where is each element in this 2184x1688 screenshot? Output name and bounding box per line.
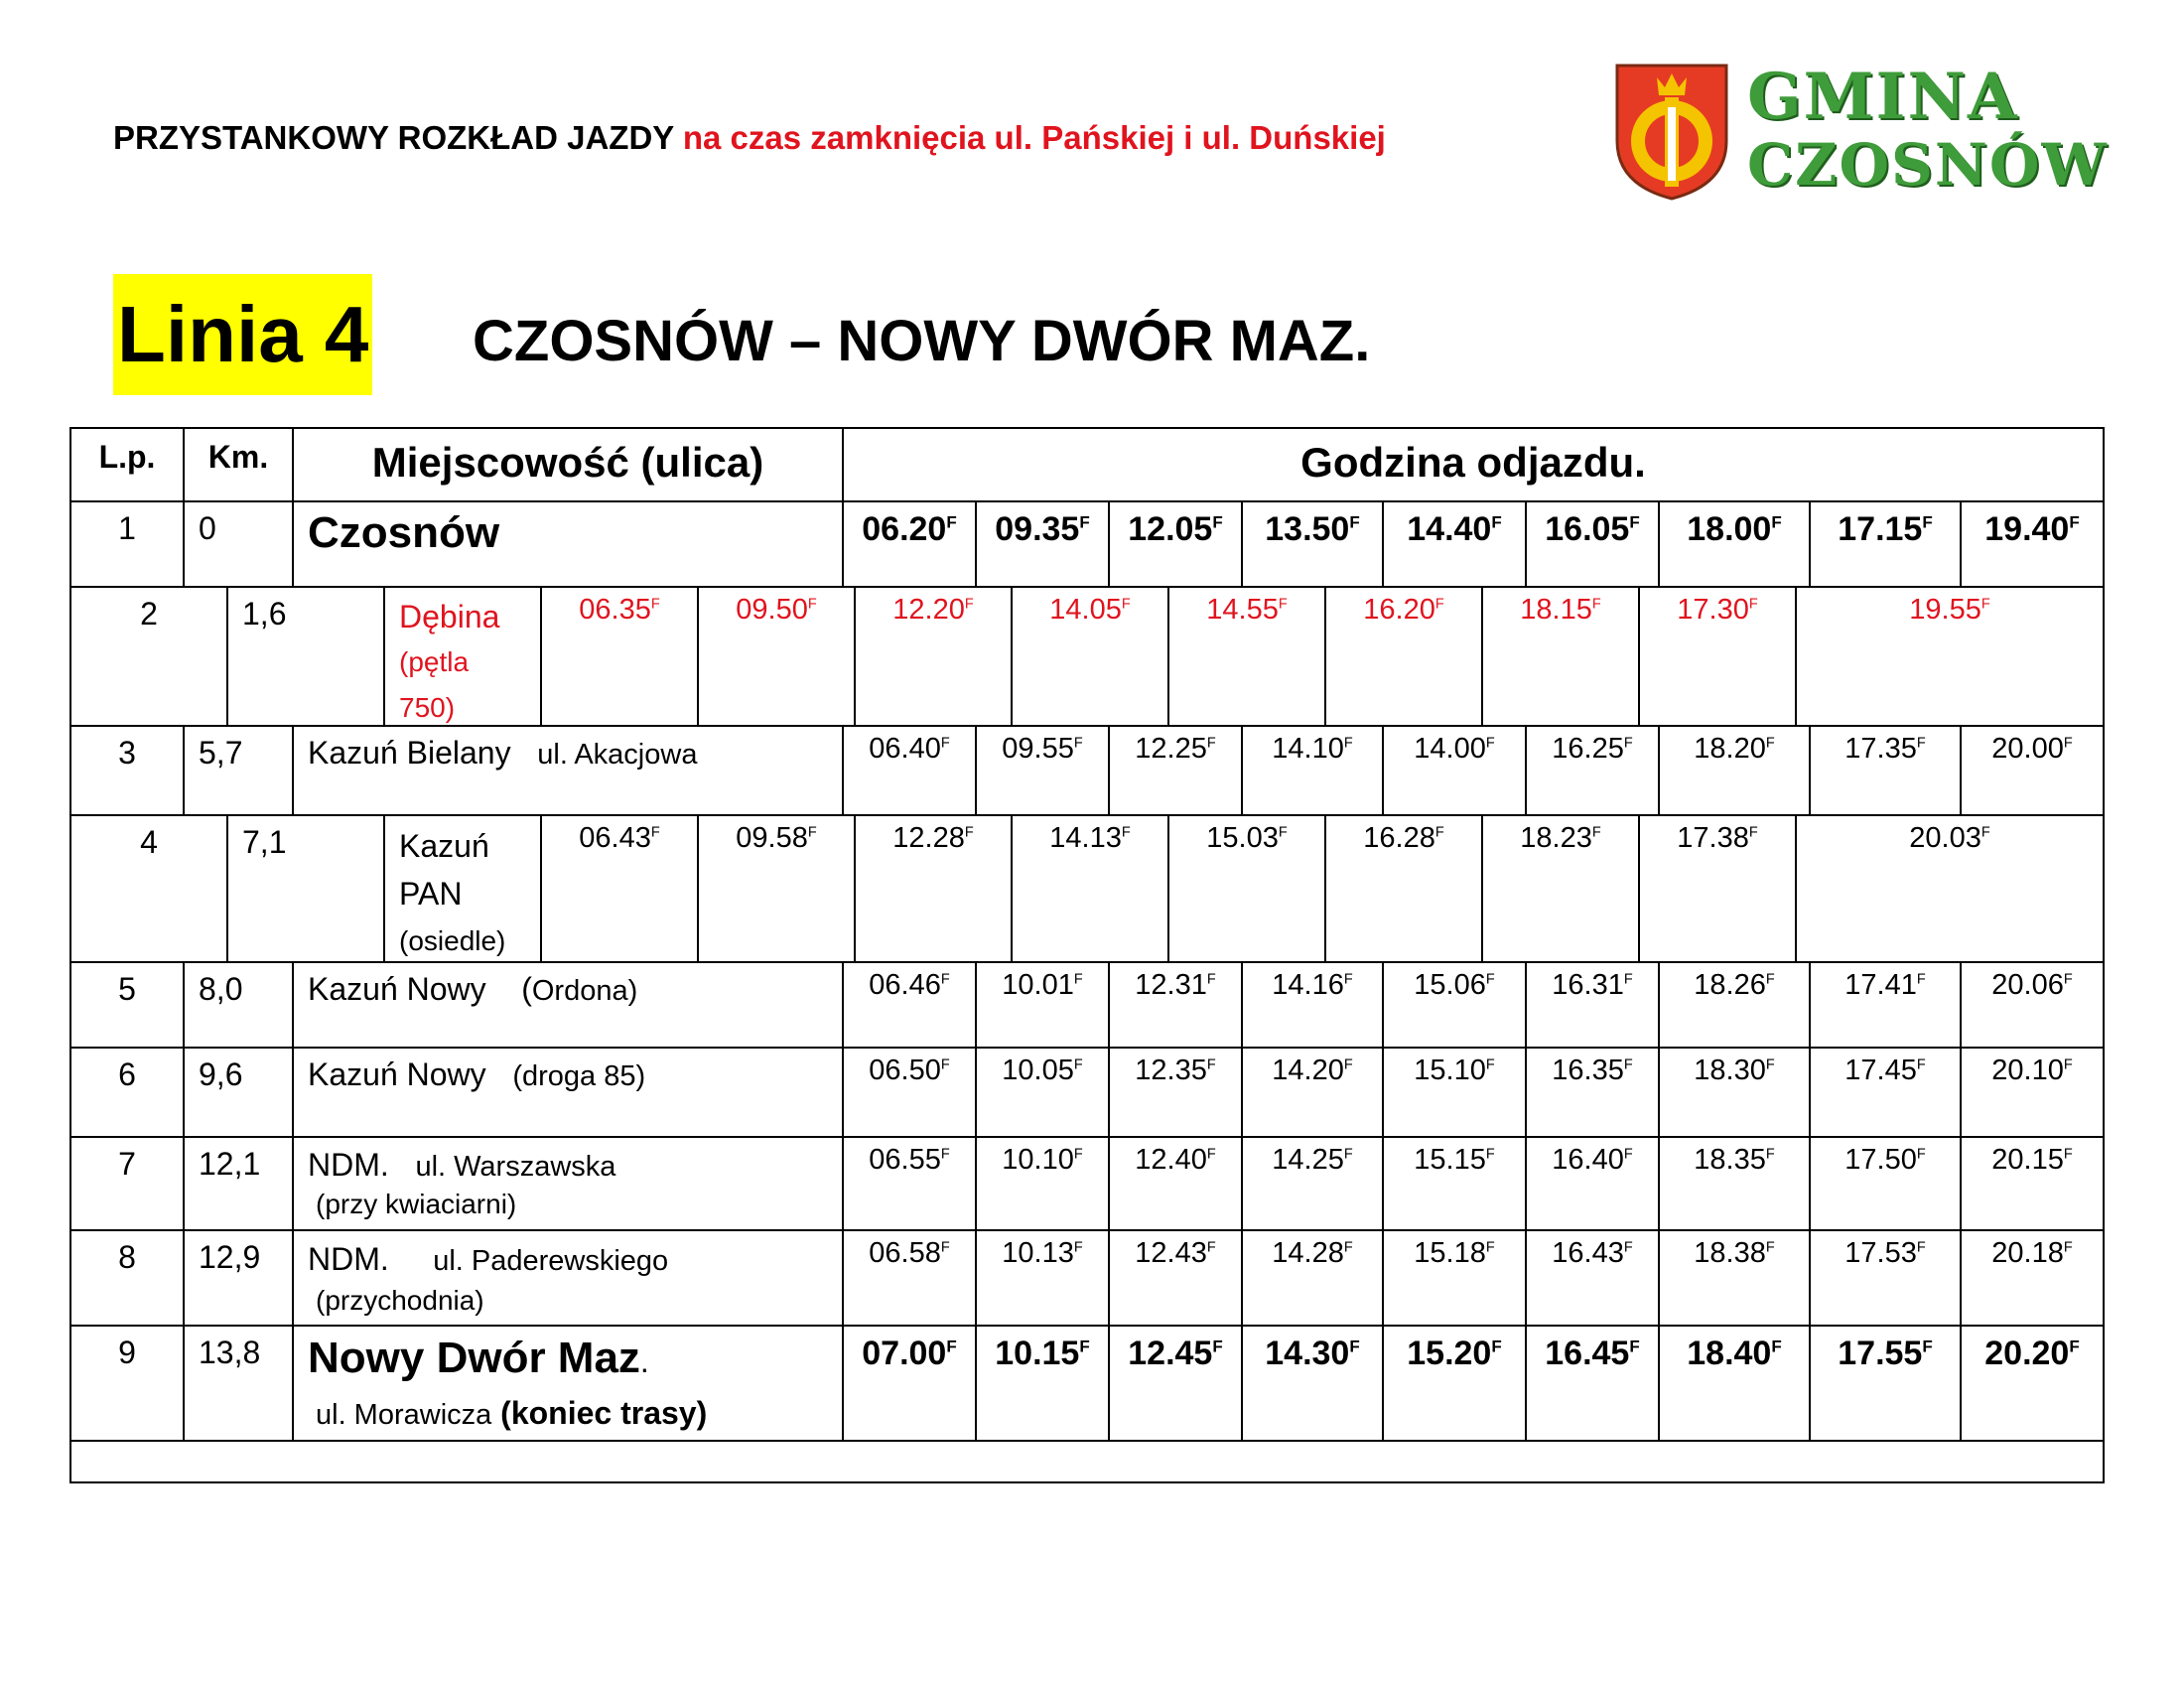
row-place [292, 727, 842, 814]
empty-cell [69, 1442, 2105, 1481]
row-place [383, 816, 540, 961]
row-place [292, 1327, 842, 1440]
row-km: 5,7 [183, 727, 292, 814]
departure-time: $19.40^F$ [1960, 502, 2105, 586]
departure-time: $20.18^F$ [1960, 1231, 2105, 1325]
place-street: ul. Morawicza [316, 1399, 492, 1431]
departure-time: $16.31^F$ [1525, 963, 1658, 1047]
row-km: 12,1 [183, 1138, 292, 1229]
table-empty-row [69, 1440, 2105, 1483]
route-title: CZOSNÓW – NOWY DWÓR MAZ. [473, 309, 1371, 373]
departure-time: $18.20^F$ [1658, 727, 1809, 814]
place-note: (przychodnia) [316, 1285, 484, 1316]
row-place [292, 963, 842, 1047]
header-lp: L.p. [69, 429, 183, 500]
header-times: Godzina odjazdu. [842, 429, 2105, 500]
table-row [69, 961, 2105, 1047]
row-km: 0 [183, 502, 292, 586]
departure-time: $19.55^F$ [1795, 588, 2105, 725]
departure-time: $17.35^F$ [1809, 727, 1960, 814]
departure-time: $10.01^F$ [975, 963, 1108, 1047]
departure-time: $20.10^F$ [1960, 1049, 2105, 1136]
departure-time: $17.30^F$ [1638, 588, 1795, 725]
row-lp: 3 [69, 727, 183, 814]
departure-time: $16.05^F$ [1525, 502, 1658, 586]
departure-time: $16.35^F$ [1525, 1049, 1658, 1136]
departure-time: $14.25^F$ [1241, 1138, 1382, 1229]
departure-time: $18.40^F$ [1658, 1327, 1809, 1440]
header-km: Km. [183, 429, 292, 500]
departure-time: $14.55^F$ [1167, 588, 1324, 725]
departure-time: $09.58^F$ [697, 816, 854, 961]
place-note: Ordona) [531, 975, 638, 1007]
departure-time: $12.05^F$ [1108, 502, 1241, 586]
departure-time: $17.41^F$ [1809, 963, 1960, 1047]
page-header [113, 119, 1386, 157]
departure-time: $15.03^F$ [1167, 816, 1324, 961]
departure-time: $18.38^F$ [1658, 1231, 1809, 1325]
coat-of-arms-icon [1613, 62, 1730, 201]
place-street: (pętla [399, 646, 470, 677]
row-km: 1,6 [226, 588, 383, 725]
departure-time: $18.15^F$ [1481, 588, 1638, 725]
departure-time: $16.40^F$ [1525, 1138, 1658, 1229]
departure-time: $12.31^F$ [1108, 963, 1241, 1047]
place-name: Dębina [399, 599, 500, 634]
departure-time: $12.40^F$ [1108, 1138, 1241, 1229]
table-row [69, 500, 2105, 586]
departure-time: $16.25^F$ [1525, 727, 1658, 814]
table-row [69, 1325, 2105, 1440]
departure-time: $18.35^F$ [1658, 1138, 1809, 1229]
departure-time: $17.53^F$ [1809, 1231, 1960, 1325]
row-lp: 7 [69, 1138, 183, 1229]
departure-time: $20.03^F$ [1795, 816, 2105, 961]
row-place [292, 1231, 842, 1325]
place-name: NDM. [308, 1147, 389, 1183]
departure-time: $09.55^F$ [975, 727, 1108, 814]
table-row [69, 1229, 2105, 1325]
departure-time: $12.43^F$ [1108, 1231, 1241, 1325]
departure-time: $07.00^F$ [842, 1327, 975, 1440]
row-place [292, 1049, 842, 1136]
departure-time: $16.20^F$ [1324, 588, 1481, 725]
departure-time: $18.23^F$ [1481, 816, 1638, 961]
header-subtitle: na czas zamknięcia ul. Pańskiej i ul. Duńskiej [682, 119, 1386, 156]
table-row [69, 1136, 2105, 1229]
row-km: 12,9 [183, 1231, 292, 1325]
departure-time: $10.10^F$ [975, 1138, 1108, 1229]
row-lp: 4 [69, 816, 226, 961]
row-lp: 5 [69, 963, 183, 1047]
departure-time: $20.00^F$ [1960, 727, 2105, 814]
departure-time: $18.26^F$ [1658, 963, 1809, 1047]
line-label: Linia 4 [113, 274, 372, 395]
place-street: ul. Akacjowa [537, 739, 698, 771]
place-name: Czosnów [308, 508, 500, 557]
place-name: Kazuń [399, 828, 489, 864]
departure-time: $16.43^F$ [1525, 1231, 1658, 1325]
departure-time: $17.50^F$ [1809, 1138, 1960, 1229]
departure-time: $06.50^F$ [842, 1049, 975, 1136]
place-street: PAN [399, 876, 463, 912]
table-row [69, 814, 2105, 961]
row-lp: 8 [69, 1231, 183, 1325]
departure-time: $06.40^F$ [842, 727, 975, 814]
row-km: 7,1 [226, 816, 383, 961]
departure-time: $06.55^F$ [842, 1138, 975, 1229]
departure-time: $06.35^F$ [540, 588, 697, 725]
place-note: 750) [399, 692, 456, 723]
departure-time: $16.45^F$ [1525, 1327, 1658, 1440]
departure-time: $15.18^F$ [1382, 1231, 1525, 1325]
departure-time: $20.06^F$ [1960, 963, 2105, 1047]
departure-time: $20.20^F$ [1960, 1327, 2105, 1440]
place-name: Kazuń Nowy [308, 971, 486, 1007]
departure-time: $15.06^F$ [1382, 963, 1525, 1047]
place-note: (przy kwiaciarni) [316, 1189, 517, 1219]
departure-time: $14.20^F$ [1241, 1049, 1382, 1136]
departure-time: $09.50^F$ [697, 588, 854, 725]
departure-time: $12.45^F$ [1108, 1327, 1241, 1440]
place-street: ul. Warszawska [415, 1151, 616, 1183]
gmina-logo [1613, 60, 2109, 204]
departure-time: $14.10^F$ [1241, 727, 1382, 814]
departure-time: $12.20^F$ [854, 588, 1011, 725]
departure-time: $12.35^F$ [1108, 1049, 1241, 1136]
departure-time: $10.15^F$ [975, 1327, 1108, 1440]
departure-time: $10.13^F$ [975, 1231, 1108, 1325]
departure-time: $14.00^F$ [1382, 727, 1525, 814]
departure-time: $13.50^F$ [1241, 502, 1382, 586]
departure-time: $15.10^F$ [1382, 1049, 1525, 1136]
departure-time: $14.30^F$ [1241, 1327, 1382, 1440]
place-street: (droga 85) [512, 1060, 646, 1092]
departure-time: $12.28^F$ [854, 816, 1011, 961]
row-km: 8,0 [183, 963, 292, 1047]
departure-time: $09.35^F$ [975, 502, 1108, 586]
header-place: Miejscowość (ulica) [292, 429, 842, 500]
place-note: (osiedle) [399, 925, 506, 956]
place-street: ul. Paderewskiego [433, 1245, 669, 1277]
departure-time: $17.15^F$ [1809, 502, 1960, 586]
logo-text-czosnow: CZOSNÓW [1747, 131, 2109, 199]
table-row [69, 1047, 2105, 1136]
row-lp: 2 [69, 588, 226, 725]
departure-time: $06.20^F$ [842, 502, 975, 586]
place-note: (koniec trasy) [500, 1395, 708, 1431]
departure-time: $12.25^F$ [1108, 727, 1241, 814]
departure-time: $18.30^F$ [1658, 1049, 1809, 1136]
departure-time: $06.46^F$ [842, 963, 975, 1047]
departure-time: $20.15^F$ [1960, 1138, 2105, 1229]
row-km: 13,8 [183, 1327, 292, 1440]
departure-time: $14.40^F$ [1382, 502, 1525, 586]
row-place [292, 502, 842, 586]
row-place [292, 1138, 842, 1229]
logo-text-gmina: GMINA [1747, 60, 2019, 134]
place-name: Nowy Dwór Maz [308, 1334, 640, 1382]
departure-time: $06.43^F$ [540, 816, 697, 961]
departure-time: $14.05^F$ [1011, 588, 1167, 725]
place-name: Kazuń Bielany [308, 735, 511, 771]
table-header-row [69, 427, 2105, 500]
place-name: Kazuń Nowy [308, 1056, 486, 1092]
departure-time: $14.13^F$ [1011, 816, 1167, 961]
row-place [383, 588, 540, 725]
departure-time: $17.45^F$ [1809, 1049, 1960, 1136]
departure-time: $14.28^F$ [1241, 1231, 1382, 1325]
row-km: 9,6 [183, 1049, 292, 1136]
table-row [69, 725, 2105, 814]
row-lp: 9 [69, 1327, 183, 1440]
place-name: NDM. [308, 1241, 389, 1277]
departure-time: $10.05^F$ [975, 1049, 1108, 1136]
departure-time: $06.58^F$ [842, 1231, 975, 1325]
place-name-dot: . [639, 1343, 649, 1379]
departure-time: $17.55^F$ [1809, 1327, 1960, 1440]
row-lp: 1 [69, 502, 183, 586]
table-row [69, 586, 2105, 725]
row-lp: 6 [69, 1049, 183, 1136]
departure-time: $18.00^F$ [1658, 502, 1809, 586]
departure-time: $17.38^F$ [1638, 816, 1795, 961]
header-title: PRZYSTANKOWY ROZKŁAD JAZDY [113, 119, 674, 156]
departure-time: $15.15^F$ [1382, 1138, 1525, 1229]
place-street: ( [521, 971, 532, 1007]
departure-time: $15.20^F$ [1382, 1327, 1525, 1440]
departure-time: $14.16^F$ [1241, 963, 1382, 1047]
departure-time: $16.28^F$ [1324, 816, 1481, 961]
